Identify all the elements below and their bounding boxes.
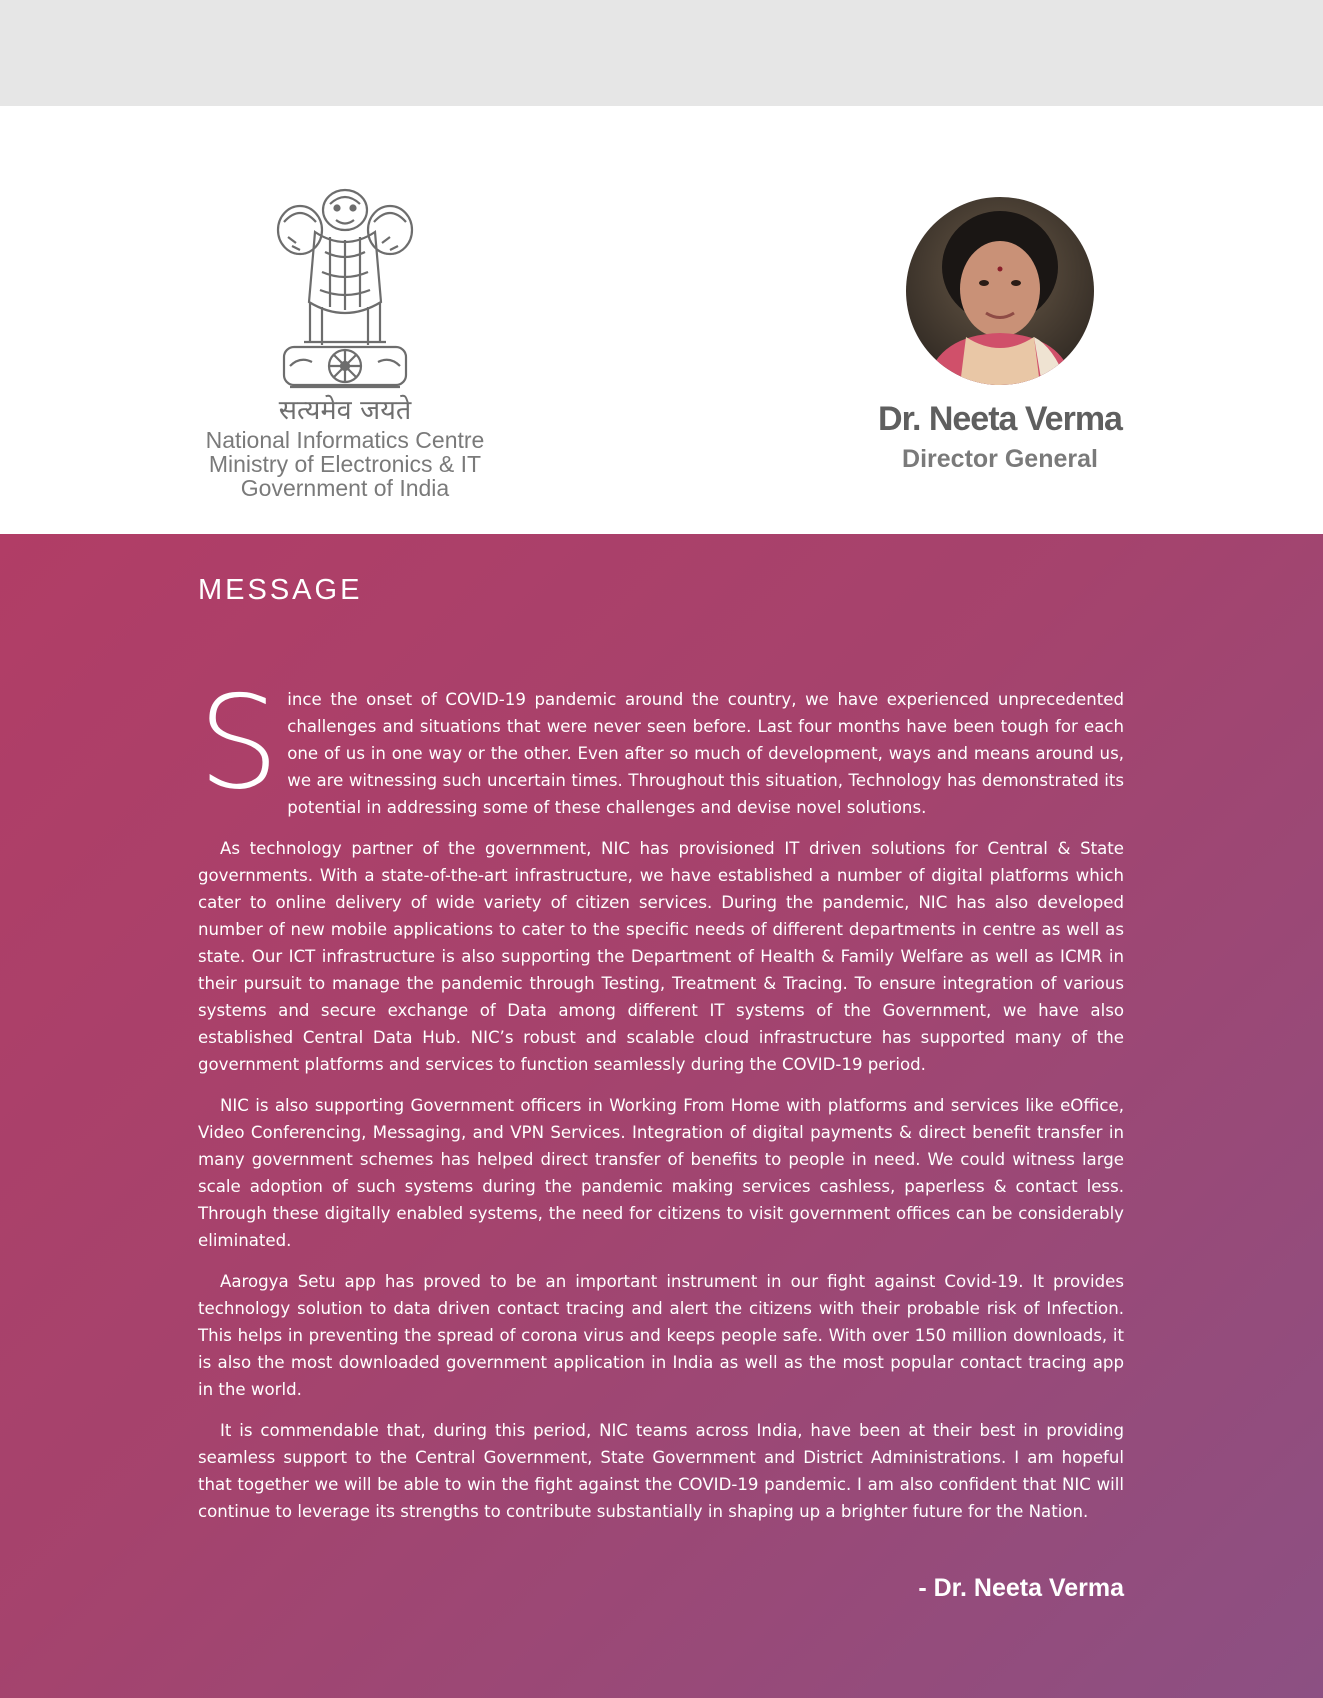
message-paragraph: It is commendable that, during this period, NIC teams across India, have been at their best in providing seamless support to the Central Government, State Government and District Administrations. I am hopeful that together we will be able to win the fight against the COVID-19 pandemic. I am also confident that NIC will continue to leverage its strengths to contribute substantially in shaping up a brighter future for the Nation.: [198, 1421, 1124, 1521]
emblem-motto: सत्यमेव जयते: [278, 395, 412, 426]
message-body: [198, 669, 1124, 1539]
drop-cap: S: [198, 669, 280, 818]
message-paragraph: NIC is also supporting Government officers in Working From Home with platforms and services like eOffice, Video Conferencing, Messaging, and VPN Services. Integration of digital payments & direct benefit transfer in many government schemes has helped direct transfer of benefits to people in need. We could witness large scale adoption of such systems during the pandemic making services cashless, paperless & contact less. Through these digitally enabled systems, the need for citizens to visit government offices can be considerably eliminated.: [198, 1096, 1124, 1250]
message-paragraph: [198, 669, 1124, 821]
message-paragraph: Aarogya Setu app has proved to be an important instrument in our fight against Covid-19. It provides technology solution to data driven contact tracing and alert the citizens with their probable risk of Infection. This helps in preventing the spread of corona virus and keeps people safe. With over 150 million downloads, it is also the most downloaded government application in India as well as the most popular contact tracing app in the world.: [198, 1272, 1124, 1399]
ministry-name: Ministry of Electronics & IT: [208, 451, 482, 477]
message-paragraph: As technology partner of the government, NIC has provisioned IT driven solutions for Central & State governments. With a state-of-the-art infrastructure, we have established a number of digital platforms which cater to online delivery of wide variety of citizen services. During the pandemic, NIC has also developed number of new mobile applications to cater to the specific needs of different departments in centre as well as state. Our ICT infrastructure is also supporting the Department of Health & Family Welfare as well as ICMR in their pursuit to manage the pandemic through Testing, Treatment & Tracing. To ensure integration of various systems and secure exchange of Data among different IT systems of the Government, we have also established Central Data Hub. NIC’s robust and scalable cloud infrastructure has supported many of the government platforms and services to function seamlessly during the COVID-19 period.: [198, 839, 1124, 1074]
signoff: - Dr. Neeta Verma: [918, 1574, 1124, 1602]
org-name: National Informatics Centre: [205, 427, 485, 453]
message-paragraph-text: ince the onset of COVID-19 pandemic around the country, we have experienced unprecedented challenges and situations that were never seen before. Last four months have been tough for each one of us in one way or the other. Even after so much of development, ways and means around us, we are witnessing such uncertain times. Throughout this situation, Technology has demonstrated its potential in addressing some of these challenges and devise novel solutions.: [287, 690, 1124, 817]
top-band: [0, 0, 1323, 106]
avatar: [906, 197, 1094, 385]
profile-role: Director General: [902, 445, 1098, 473]
profile-block: [840, 197, 1160, 474]
government-name: Government of India: [240, 475, 450, 501]
message-heading: MESSAGE: [198, 574, 363, 606]
profile-name: Dr. Neeta Verma: [878, 400, 1122, 438]
portrait-photo: [906, 197, 1094, 385]
message-section: [0, 534, 1323, 1698]
national-emblem-icon: [270, 182, 420, 394]
emblem-block: [180, 182, 510, 500]
